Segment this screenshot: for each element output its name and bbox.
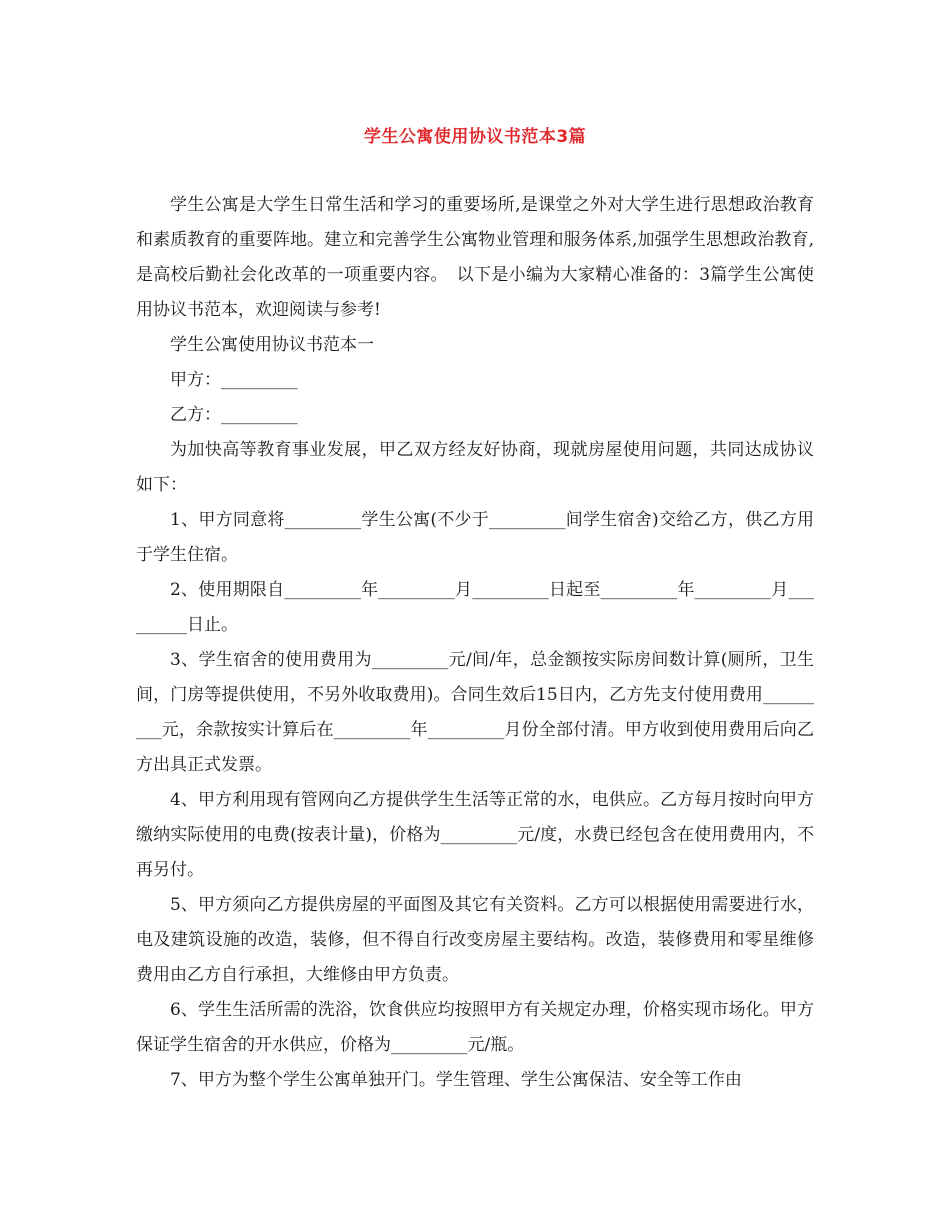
paragraph-section-heading: 学生公寓使用协议书范本一	[170, 335, 374, 355]
paragraph-clause-2: 2、使用期限自_________年_________月_________日起至_________年_________月_________日止。	[136, 580, 814, 635]
document-body	[136, 188, 814, 1098]
paragraph-clause-3: 3、学生宿舍的使用费用为_________元/间/年，总金额按实际房间数计算(厕所，卫生间，门房等提供使用，不另外收取费用)。合同生效后15日内，乙方先支付使用费用_________元，余款按实计算后在_________年_________月份全部付清。甲方收到使用费用后向乙方出具正式发票。	[136, 650, 814, 775]
paragraph-party-a: 甲方：_________	[170, 370, 298, 390]
document-title: 学生公寓使用协议书范本3篇	[363, 127, 587, 147]
paragraph-clause-1: 1、甲方同意将_________学生公寓(不少于_________间学生宿舍)交给乙方，供乙方用于学生住宿。	[136, 510, 814, 565]
paragraph-clause-4: 4、甲方利用现有管网向乙方提供学生生活等正常的水，电供应。乙方每月按时向甲方缴纳实际使用的电费(按表计量)，价格为_________元/度，水费已经包含在使用费用内，不再另付。	[136, 790, 814, 880]
paragraph-clause-5: 5、甲方须向乙方提供房屋的平面图及其它有关资料。乙方可以根据使用需要进行水，电及建筑设施的改造，装修，但不得自行改变房屋主要结构。改造，装修费用和零星维修费用由乙方自行承担，大维修由甲方负责。	[136, 895, 814, 985]
paragraph-intro: 学生公寓是大学生日常生活和学习的重要场所,是课堂之外对大学生进行思想政治教育和素质教育的重要阵地。建立和完善学生公寓物业管理和服务体系,加强学生思想政治教育,是高校后勤社会化改革的一项重要内容。 以下是小编为大家精心准备的：3篇学生公寓使用协议书范本，欢迎阅读与参考!	[136, 195, 814, 320]
paragraph-clause-7: 7、甲方为整个学生公寓单独开门。学生管理、学生公寓保洁、安全等工作由	[170, 1070, 742, 1090]
paragraph-party-b: 乙方：_________	[170, 405, 298, 425]
paragraph-clause-6: 6、学生生活所需的洗浴，饮食供应均按照甲方有关规定办理，价格实现市场化。甲方保证学生宿舍的开水供应，价格为_________元/瓶。	[136, 1000, 814, 1055]
paragraph-preamble: 为加快高等教育事业发展，甲乙双方经友好协商，现就房屋使用问题，共同达成协议如下：	[136, 440, 814, 495]
